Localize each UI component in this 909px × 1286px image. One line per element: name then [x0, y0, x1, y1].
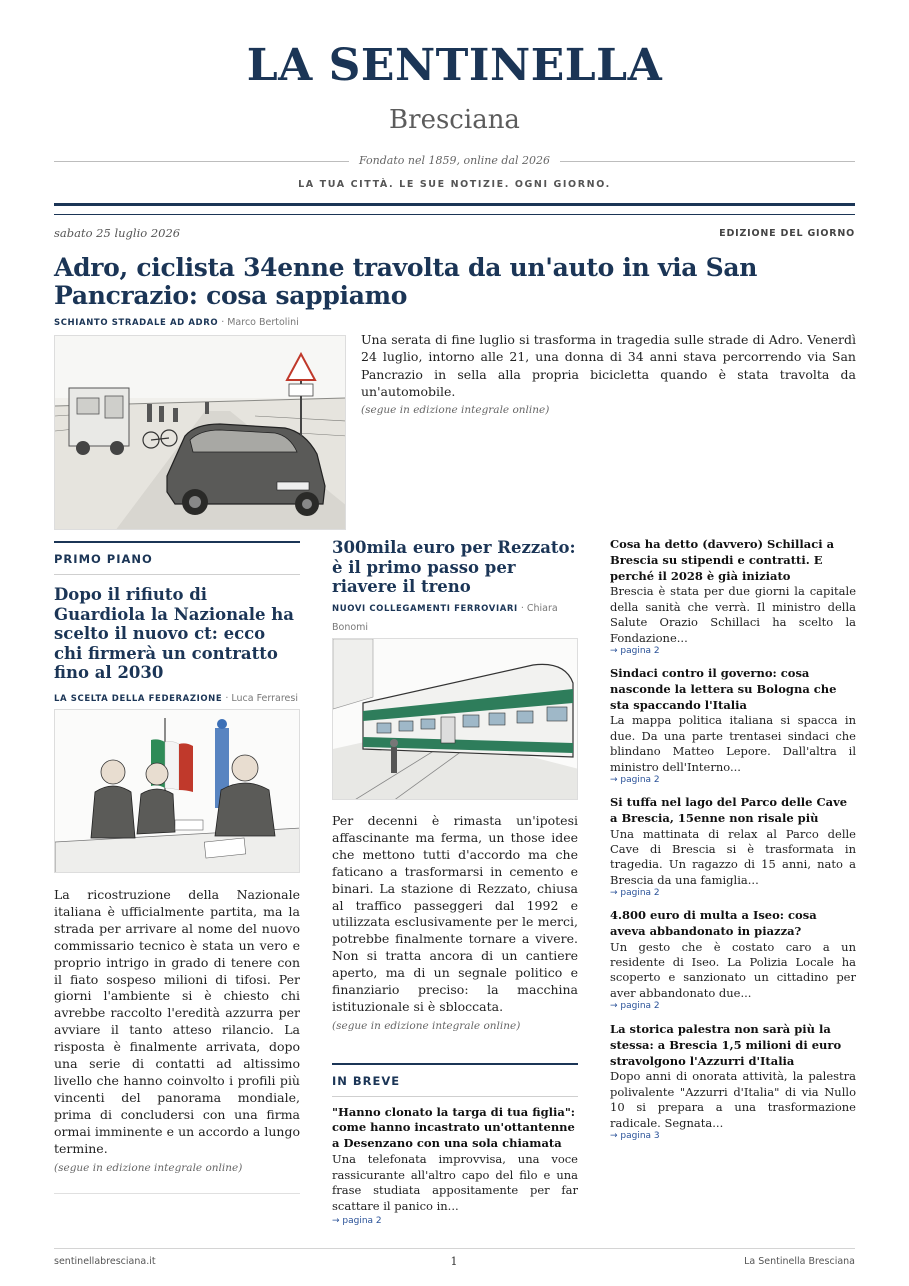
- rule-thick: [54, 203, 855, 206]
- founded-line: [0, 153, 909, 169]
- lead-kicker: SCHIANTO STRADALE AD ADRO: [54, 318, 219, 328]
- lead-author: Marco Bertolini: [227, 317, 299, 328]
- brief-body: [332, 1152, 578, 1230]
- rezzato-headline[interactable]: 300mila euro per Rezzato: è il primo passo per riavere il treno: [332, 538, 576, 596]
- section-rule: [54, 541, 300, 543]
- lead-meta: [54, 310, 299, 329]
- sidebar-page-link[interactable]: → pagina 3: [610, 1131, 660, 1142]
- primo-piano-meta: [54, 686, 314, 705]
- sidebar-page-link[interactable]: → pagina 2: [610, 646, 660, 657]
- lead-continued[interactable]: (segue in edizione integrale online): [361, 404, 550, 417]
- primo-piano-image[interactable]: [54, 709, 300, 873]
- rezzato-text: Per decenni è rimasta un'ipotesi affascinante ma ferma, un those idee che mettono tutti d'accordo ma che faticano a trasformarsi in cemento e binari. La stazione di Rezzato, chiusa al traffico passeggeri dal 1992 e utilizzata esclusivamente per le merci, potrebbe finalmente tornare a vivere. Non si tratta ancora di un cantiere aperto, ma di un segnale politico e finanziario preciso: la macchina istituzionale si è sbloccata.: [332, 813, 578, 1014]
- primo-piano-body: [54, 887, 300, 1176]
- separator: ·: [517, 603, 527, 614]
- footer-name: La Sentinella Bresciana: [744, 1256, 855, 1267]
- primo-piano-continued[interactable]: (segue in edizione integrale online): [54, 1161, 243, 1174]
- sidebar-page-link[interactable]: → pagina 2: [610, 1001, 660, 1012]
- separator: ·: [222, 693, 232, 704]
- sidebar-page-link[interactable]: → pagina 2: [610, 775, 660, 786]
- sidebar-page-link[interactable]: → pagina 2: [610, 888, 660, 899]
- separator: ·: [218, 317, 228, 328]
- sidebar-item: [610, 666, 856, 785]
- sidebar-item: [610, 908, 856, 1011]
- lead-text: Una serata di fine luglio si trasforma in tragedia sulle strade di Adro. Venerdì 24 luglio, intorno alle 21, una donna di 34 anni stava percorrendo via San Pancrazio in sella alla propria bicicletta quando è stata travolta da un'automobile.: [361, 332, 856, 399]
- lead-headline[interactable]: Adro, ciclista 34enne travolta da un'auto in via San Pancrazio: cosa sappiamo: [54, 253, 758, 310]
- rezzato-continued[interactable]: (segue in edizione integrale online): [332, 1019, 521, 1032]
- primo-piano-kicker: LA SCELTA DELLA FEDERAZIONE: [54, 694, 223, 704]
- sidebar-headline[interactable]: Si tuffa nel lago del Parco delle Cave a Brescia, 15enne non risale più: [610, 795, 848, 825]
- divider: [54, 1193, 300, 1194]
- brief-headline[interactable]: "Hanno clonato la targa di tua figlia": come hanno incastrato un'ottantenne a Desenzano con una sola chiamata: [332, 1105, 576, 1150]
- rule-thin: [54, 214, 855, 215]
- primo-piano-text: La ricostruzione della Nazionale italiana è ufficialmente partita, ma la strada per arrivare al nome del nuovo commissario tecnico è stata un vero e proprio intrigo in grado di tenere con il fiato sospeso milioni di tifosi. Per giorni l'ambiente si è chiesto chi avrebbe raccolto l'eredità azzurra per avviare il tanto atteso rilancio. La risposta è finalmente arrivata, dopo una serie di contatti ad altissimo livello che hanno coinvolto i profili più vincenti del panorama mondiale, prima di concludersi con una firma ormai imminente e un accordo a lungo termine.: [54, 887, 300, 1156]
- rezzato-author: Chiara Bonomi: [332, 603, 558, 633]
- date: sabato 25 luglio 2026: [54, 226, 181, 240]
- brief-page-link[interactable]: → pagina 2: [332, 1216, 382, 1227]
- rezzato-image[interactable]: [332, 638, 578, 800]
- footer-rule: [54, 1248, 855, 1249]
- founded-text: Fondato nel 1859, online dal 2026: [349, 154, 560, 167]
- rezzato-kicker: NUOVI COLLEGAMENTI FERROVIARI: [332, 604, 518, 614]
- section-in-breve: IN BREVE: [332, 1074, 401, 1088]
- sidebar-headline[interactable]: Cosa ha detto (davvero) Schillaci a Brescia su stipendi e contratti. E perché il 2028 è già iniziato: [610, 537, 835, 583]
- sidebar-headline[interactable]: La storica palestra non sarà più la stessa: a Brescia 1,5 milioni di euro stravolgono l'Azzurri d'Italia: [610, 1022, 842, 1068]
- masthead-title: LA SENTINELLA: [246, 40, 663, 91]
- primo-piano-headline[interactable]: Dopo il rifiuto di Guardiola la Nazionale ha scelto il nuovo ct: ecco chi firmerà un contratto fino al 2030: [54, 585, 294, 682]
- rezzato-meta: [332, 598, 578, 635]
- lead-image[interactable]: [54, 335, 346, 530]
- section-rule: [332, 1063, 578, 1065]
- sidebar-text: Dopo anni di onorata attività, la palestra polivalente "Azzurri d'Italia" di via Nullo 10 si prepara a una trasformazione radicale. Segnata...: [610, 1069, 856, 1130]
- primo-piano-author: Luca Ferraresi: [231, 693, 298, 704]
- footer-page-number: 1: [450, 1255, 458, 1268]
- lead-body: [361, 331, 856, 419]
- sidebar-item: [610, 1022, 856, 1141]
- sidebar-headline[interactable]: Sindaci contro il governo: cosa nasconde la lettera su Bologna che sta spaccando l'Italia: [610, 666, 837, 712]
- section-rule-bottom: [332, 1096, 578, 1097]
- footer-site[interactable]: sentinellabresciana.it: [54, 1256, 156, 1267]
- brief-text: Una telefonata improvvisa, una voce rassicurante all'altro capo del filo e una frase studiata appositamente per far scattare il panico in...: [332, 1152, 578, 1213]
- sidebar-text: Brescia è stata per due giorni la capitale della sanità che verrà. Il ministro della Salute Orazio Schillaci ha scelto la Fondazione...: [610, 584, 856, 645]
- section-primo-piano: PRIMO PIANO: [54, 552, 153, 566]
- tagline: LA TUA CITTÀ. LE SUE NOTIZIE. OGNI GIORNO.: [298, 179, 611, 190]
- sidebar-item: [610, 795, 856, 898]
- edition-label: EDIZIONE DEL GIORNO: [719, 228, 855, 239]
- sidebar-headline[interactable]: 4.800 euro di multa a Iseo: cosa aveva abbandonato in piazza?: [610, 908, 817, 938]
- sidebar-text: Una mattinata di relax al Parco delle Cave di Brescia si è trasformata in tragedia. Un ragazzo di 15 anni, nato a Brescia da una famiglia...: [610, 826, 856, 887]
- masthead-subtitle: Bresciana: [389, 105, 520, 135]
- sidebar-text: La mappa politica italiana si spacca in due. Da una parte trentasei sindaci che blindano Matteo Lepore. Dall'altra il ministro dell'Interno...: [610, 713, 856, 774]
- rezzato-body: [332, 813, 578, 1035]
- sidebar-item: [610, 537, 856, 656]
- sidebar-text: Un gesto che è costato caro a un residente di Iseo. La Polizia Locale ha scoperto e sanzionato un cittadino per aver abbandonato due...: [610, 939, 856, 1000]
- section-rule-bottom: [54, 574, 300, 575]
